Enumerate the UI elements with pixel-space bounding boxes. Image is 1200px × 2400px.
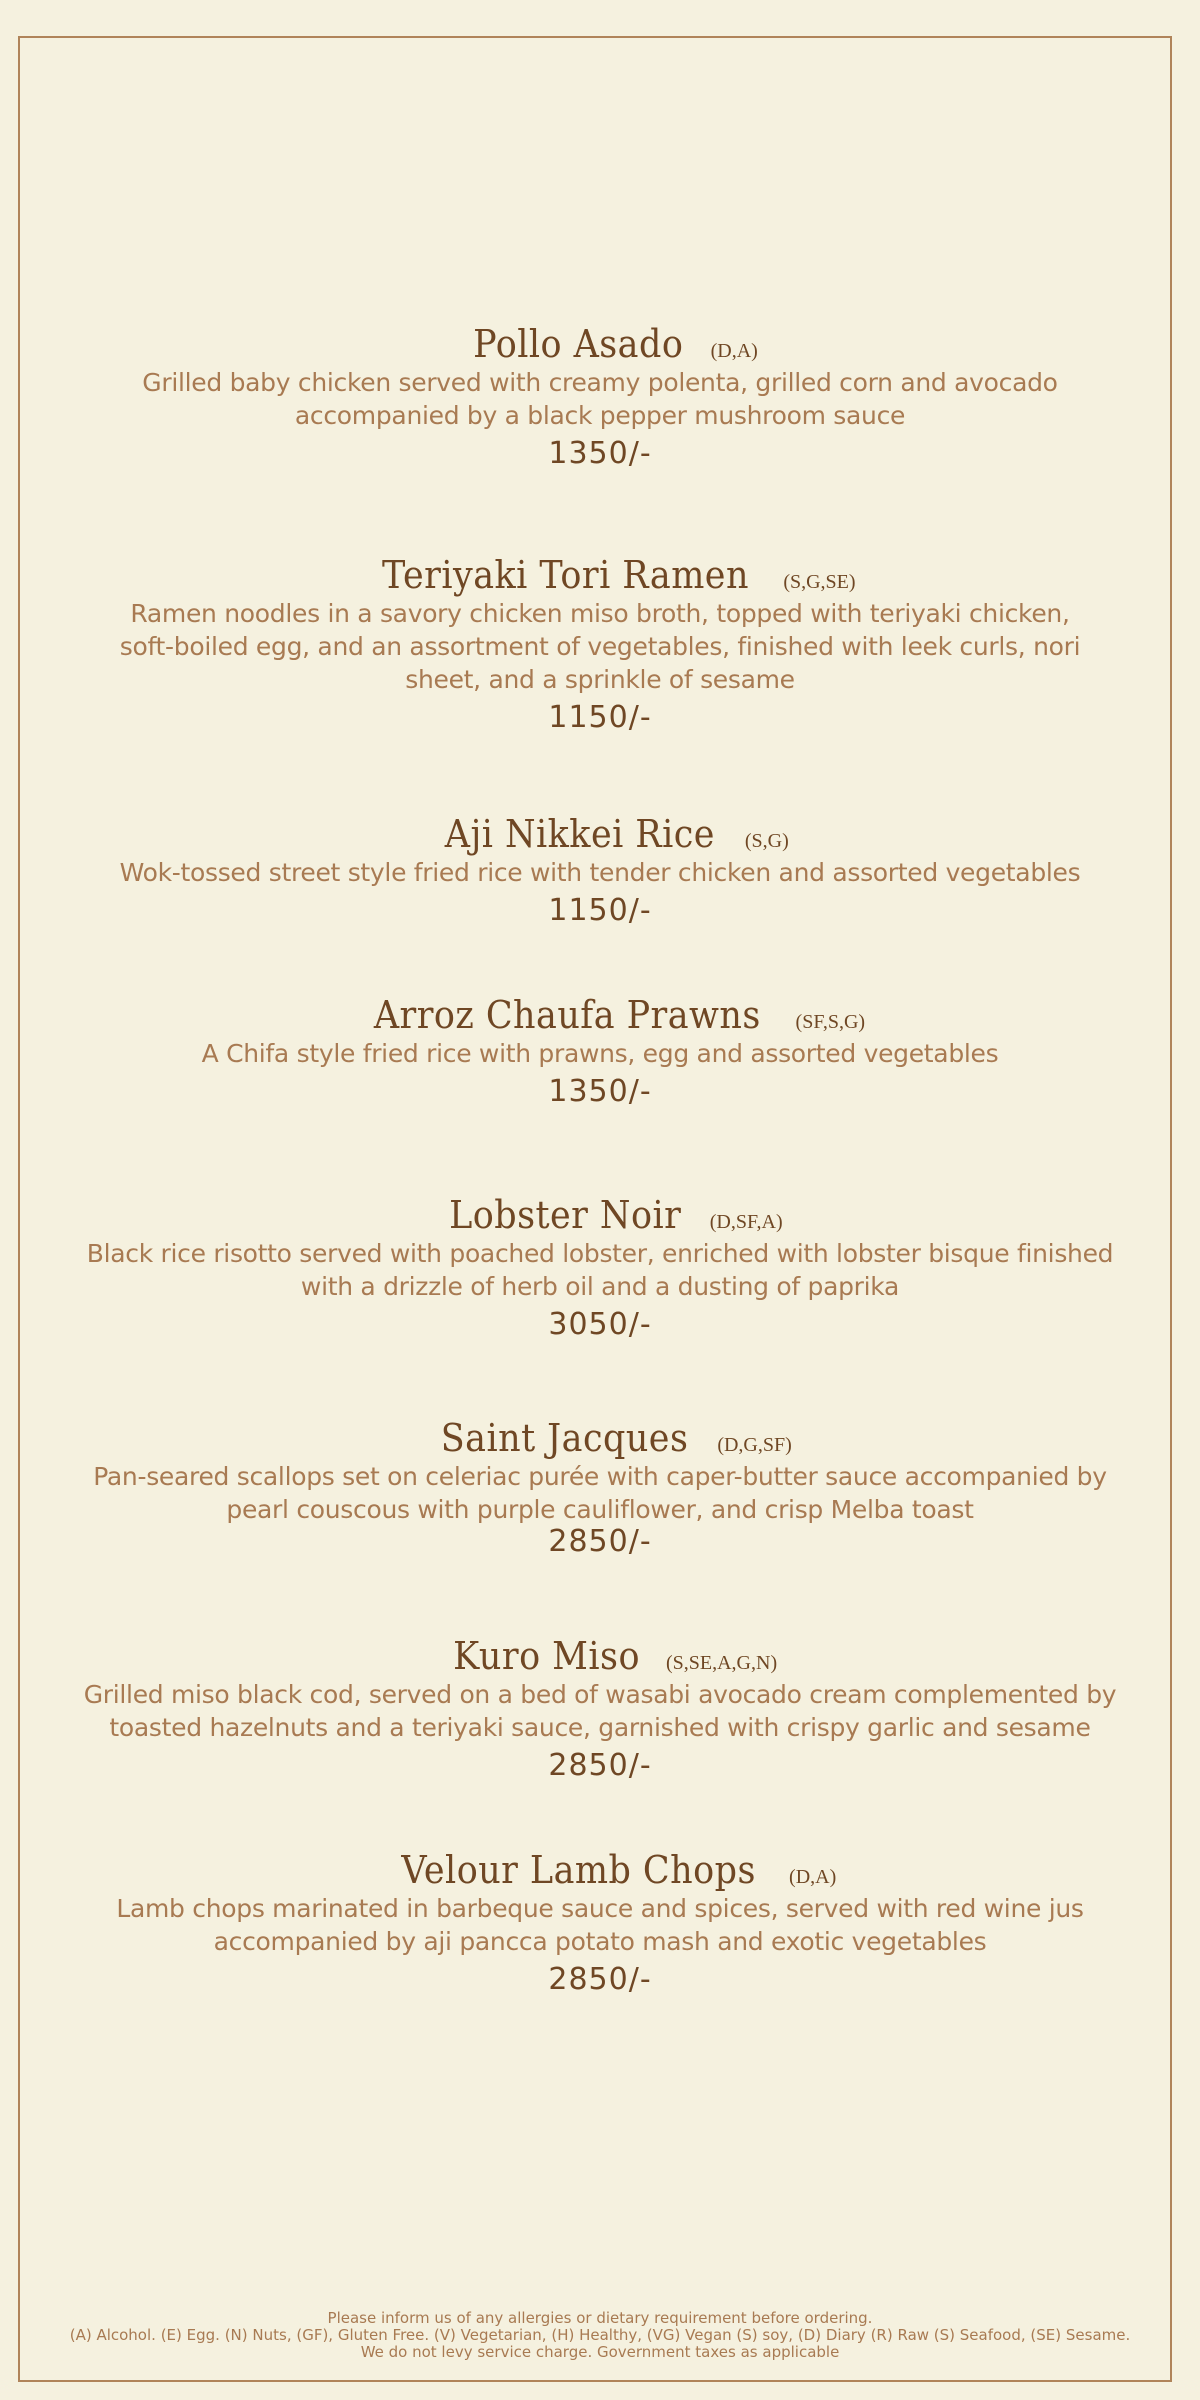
menu-item-title-row	[42, 553, 1180, 597]
menu-item-name: Arroz Chaufa Prawns	[373, 993, 761, 1037]
menu-item-price: 1350/-	[548, 436, 652, 471]
description-line: Ramen noodles in a savory chicken miso broth, topped with teriyaki chicken,	[130, 599, 1070, 628]
service-charge-notice: We do not levy service charge. Government taxes as applicable	[360, 2343, 840, 2361]
description-line: Lamb chops marinated in barbeque sauce and spices, served with red wine jus	[116, 1894, 1084, 1923]
description-line: with a drizzle of herb oil and a dusting of paprika	[300, 1272, 900, 1301]
menu-item-price: 3050/-	[548, 1307, 652, 1342]
description-line: Black rice risotto served with poached lobster, enriched with lobster bisque finished	[86, 1239, 1114, 1268]
menu-item-description	[20, 1037, 1180, 1070]
allergen-tags: (D,A)	[710, 340, 758, 362]
menu-item-description	[20, 597, 1180, 696]
description-line: soft-boiled egg, and an assortment of vegetables, finished with leek curls, nori	[119, 632, 1081, 661]
menu-item-price: 2850/-	[548, 1748, 652, 1783]
allergen-legend: (A) Alcohol. (E) Egg. (N) Nuts, (GF), Gluten Free. (V) Vegetarian, (H) Healthy, (VG) Vegan (S) soy, (D) Diary (R) Raw (S) Seafood, (SE) Sesame.	[69, 2326, 1131, 2344]
description-line: Wok-tossed street style fried rice with tender chicken and assorted vegetables	[119, 858, 1081, 887]
menu-item-price: 1350/-	[548, 1074, 652, 1109]
allergen-tags: (SF,S,G)	[795, 1011, 866, 1033]
description-line: Grilled miso black cod, served on a bed of wasabi avocado cream complemented by	[83, 1680, 1117, 1709]
menu-item-price: 2850/-	[548, 1524, 652, 1559]
menu-item-price: 2850/-	[548, 1962, 652, 1997]
menu-item-teriyaki-tori-ramen	[20, 553, 1180, 738]
menu-item-price: 1150/-	[548, 893, 652, 928]
menu-item-title-row	[42, 1193, 1180, 1237]
menu-item-title-row	[42, 322, 1180, 366]
menu-item-title-row	[42, 1416, 1180, 1460]
menu-item-saint-jacques	[20, 1416, 1180, 1562]
menu-item-name: Pollo Asado	[473, 322, 684, 366]
allergy-notice: Please inform us of any allergies or dietary requirement before ordering.	[327, 2309, 873, 2327]
menu-footer	[20, 2310, 1180, 2361]
allergen-tags: (D,SF,A)	[709, 1211, 783, 1233]
description-line: Pan-seared scallops set on celeriac purée with caper-butter sauce accompanied by	[93, 1462, 1107, 1491]
menu-item-price: 1150/-	[548, 700, 652, 735]
menu-item-description	[20, 1678, 1180, 1744]
description-line: accompanied by aji pancca potato mash and exotic vegetables	[213, 1927, 987, 1956]
menu-item-description	[20, 1460, 1180, 1526]
allergen-tags: (D,G,SF)	[717, 1434, 792, 1456]
menu-item-lobster-noir	[20, 1193, 1180, 1345]
menu-item-description	[20, 366, 1180, 432]
allergen-tags: (S,G)	[744, 830, 789, 852]
description-line: pearl couscous with purple cauliflower, and crisp Melba toast	[226, 1495, 974, 1524]
description-line: sheet, and a sprinkle of sesame	[405, 665, 795, 694]
menu-item-velour-lamb-chops	[20, 1848, 1180, 2000]
menu-item-arroz-chaufa-prawns	[20, 993, 1180, 1112]
description-line: A Chifa style fried rice with prawns, egg and assorted vegetables	[201, 1039, 999, 1068]
menu-item-name: Lobster Noir	[449, 1193, 682, 1237]
menu-item-title-row	[42, 993, 1180, 1037]
allergen-tags: (S,G,SE)	[783, 571, 856, 593]
menu-item-description	[20, 1892, 1180, 1958]
menu-item-pollo-asado	[20, 322, 1180, 474]
menu-item-description	[20, 856, 1180, 889]
menu-item-name: Teriyaki Tori Ramen	[382, 553, 750, 597]
description-line: Grilled baby chicken served with creamy polenta, grilled corn and avocado	[142, 368, 1058, 397]
description-line: accompanied by a black pepper mushroom sauce	[294, 401, 906, 430]
menu-item-title-row	[42, 1634, 1180, 1678]
allergen-tags: (D,A)	[789, 1866, 837, 1888]
menu-item-description	[20, 1237, 1180, 1303]
menu-item-name: Kuro Miso	[453, 1634, 640, 1678]
menu-item-name: Velour Lamb Chops	[401, 1848, 756, 1892]
menu-item-title-row	[42, 1848, 1180, 1892]
menu-item-name: Saint Jacques	[440, 1416, 689, 1460]
menu-item-kuro-miso	[20, 1634, 1180, 1786]
allergen-tags: (S,SE,A,G,N)	[665, 1652, 778, 1674]
menu-item-title-row	[42, 812, 1180, 856]
menu-item-name: Aji Nikkei Rice	[444, 812, 716, 856]
description-line: toasted hazelnuts and a teriyaki sauce, garnished with crispy garlic and sesame	[109, 1713, 1091, 1742]
menu-item-aji-nikkei-rice	[20, 812, 1180, 931]
